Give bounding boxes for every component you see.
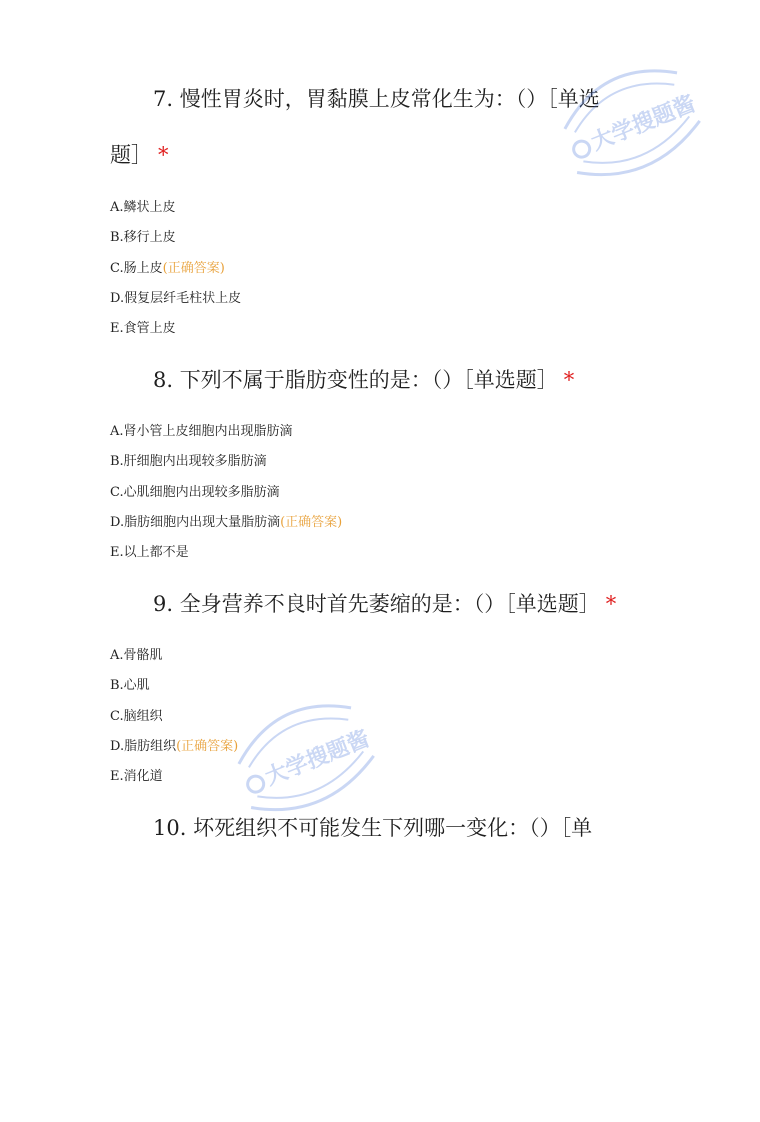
required-star: * (158, 143, 169, 167)
question-7-title-line1: 7. 慢性胃炎时，胃黏膜上皮常化生为：（）［单选 (153, 87, 600, 111)
option-9a: A.骨骼肌 (110, 648, 163, 663)
correct-answer-tag: (正确答案) (280, 515, 343, 530)
option-7a: A.鳞状上皮 (110, 200, 176, 215)
required-star: * (563, 368, 575, 392)
option-8e: E.以上都不是 (110, 545, 189, 560)
option-8d: D.脂肪细胞内出现大量脂肪滴(正确答案) (110, 515, 343, 530)
option-7e: E.食管上皮 (110, 321, 176, 336)
option-7d: D.假复层纤毛柱状上皮 (110, 291, 242, 306)
correct-answer-tag: (正确答案) (162, 261, 225, 276)
question-9-title-line1: 9. 全身营养不良时首先萎缩的是：（）［单选题］ (153, 592, 600, 616)
question-10-title-line1: 10. 坏死组织不可能发生下列哪一变化：（）［单 (153, 816, 593, 840)
option-9d: D.脂肪组织(正确答案) (110, 739, 239, 754)
correct-answer-tag: (正确答案) (176, 739, 239, 754)
watermark-text: 大学搜题酱 (261, 726, 374, 791)
option-7b: B.移行上皮 (110, 230, 176, 245)
option-9c: C.脑组织 (110, 709, 163, 724)
option-9e: E.消化道 (110, 769, 163, 784)
watermark-text: 大学搜题酱 (587, 91, 700, 156)
option-8c: C.心肌细胞内出现较多脂肪滴 (110, 485, 280, 500)
question-7-title-line2: 题］ (110, 143, 152, 167)
option-8a: A.肾小管上皮细胞内出现脂肪滴 (110, 424, 293, 439)
option-9b: B.心肌 (110, 678, 150, 693)
question-8-title-line1: 8. 下列不属于脂肪变性的是：（）［单选题］ (153, 368, 558, 392)
watermark-stamp-bottom (222, 685, 382, 835)
option-7c: C.肠上皮(正确答案) (110, 261, 225, 276)
option-8b: B.肝细胞内出现较多脂肪滴 (110, 454, 267, 469)
required-star: * (605, 592, 617, 616)
watermark-stamp-top (548, 50, 708, 200)
